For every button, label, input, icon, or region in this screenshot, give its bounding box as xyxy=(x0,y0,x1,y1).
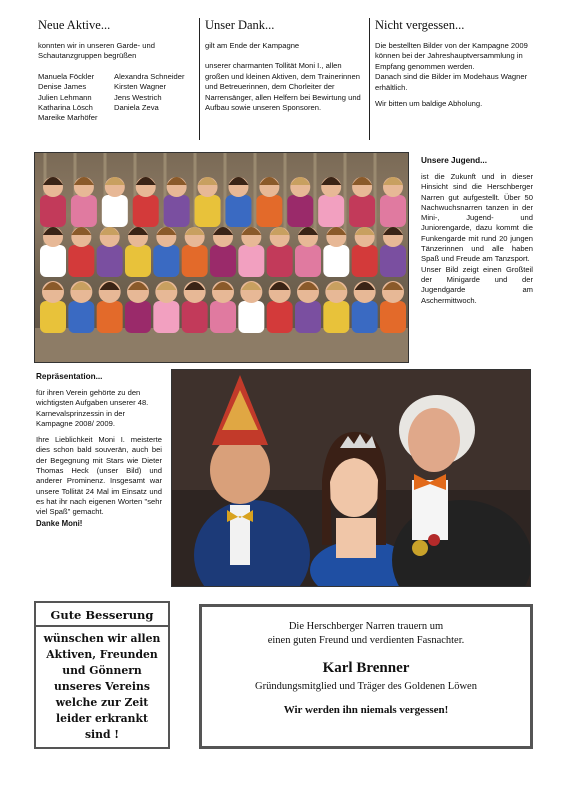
child-figure xyxy=(380,301,406,333)
youth-group-photo xyxy=(34,152,409,363)
youth-section xyxy=(421,156,533,306)
child-figure xyxy=(164,195,190,227)
reminder-title: Nicht vergessen... xyxy=(375,18,465,32)
child-hair xyxy=(383,282,403,290)
reminder-body: Die bestellten Bilder von der Kampagne 2009 können bei der Jahreshauptversammlung in Empfang genommen werden. xyxy=(375,41,528,71)
child-figure xyxy=(68,245,94,277)
child-figure xyxy=(380,245,406,277)
thanks-body: unserer charmanten Tollität Moni I., allen großen und kleinen Aktiven, dem Trainerinnen und Betreuerinnen, dem Chorleiter der Narrensänger, allen Helfern bei Bewirtung und Aufbau sowie unseren Sponsoren. xyxy=(205,61,361,113)
new-members-intro: konnten wir in unseren Garde- und Schautanzgruppen begrüßen xyxy=(38,41,155,61)
representation-thanks: Danke Moni! xyxy=(36,518,83,528)
representation-p1: für ihren Verein gehörte zu den wichtigsten Aufgaben unserer 48. Karnevalsprinzessin in der Kampagne 2008/ 2009. xyxy=(36,388,149,428)
child-hair xyxy=(185,282,205,290)
member-name: Alexandra Schneider xyxy=(114,71,185,81)
child-figure xyxy=(182,245,208,277)
member-name: Julien Lehmann xyxy=(38,92,92,102)
reminder-body2: Danach sind die Bilder im Modehaus Wagner erhältlich. xyxy=(375,72,528,92)
child-figure xyxy=(287,195,313,227)
obituary-role: Gründungsmitglied und Träger des Goldenen Löwen xyxy=(255,681,477,692)
child-hair xyxy=(290,177,310,185)
child-figure xyxy=(295,301,321,333)
child-hair xyxy=(74,177,94,185)
child-figure xyxy=(267,245,293,277)
obituary-line2: einen guten Freund und verdienten Fasnachter. xyxy=(267,635,465,646)
child-figure xyxy=(380,195,406,227)
representation-p2: Ihre Lieblichkeit Moni I. meisterte dies schon bald souverän, auch bei der Begegnung mit Stars wie Dieter Thomas Heck (unser Bild) und anderer Prominenz. Insgesamt war unsere Tollität 24 Mal im Einsatz und es hat ihr nach eigenen Worten "sehr viel Spaß" gemacht. xyxy=(36,435,162,517)
child-hair xyxy=(241,282,261,290)
child-hair xyxy=(241,227,261,235)
thanks-line1: gilt am Ende der Kampagne xyxy=(205,41,300,50)
get-well-title: Gute Besserung xyxy=(36,608,168,627)
child-figure xyxy=(153,301,179,333)
child-hair xyxy=(185,227,205,235)
child-hair xyxy=(270,227,290,235)
reminder-body3: Wir bitten um baldige Abholung. xyxy=(375,99,483,109)
child-hair xyxy=(355,282,375,290)
member-name: Katharina Lösch xyxy=(38,103,93,113)
child-hair xyxy=(71,282,91,290)
child-figure xyxy=(40,195,66,227)
member-name: Jens Westrich xyxy=(114,92,162,102)
column-thanks xyxy=(205,18,365,113)
child-figure xyxy=(295,245,321,277)
princess-photo-art xyxy=(172,370,530,586)
child-figure xyxy=(323,245,349,277)
child-hair xyxy=(156,282,176,290)
child-hair xyxy=(128,227,148,235)
child-figure xyxy=(195,195,221,227)
column-divider xyxy=(199,18,200,140)
member-name: Manuela Föckler xyxy=(38,71,95,81)
child-hair xyxy=(167,177,187,185)
child-figure xyxy=(182,301,208,333)
child-hair xyxy=(198,177,218,185)
child-hair xyxy=(213,282,233,290)
child-figure xyxy=(349,195,375,227)
youth-group-photo-art xyxy=(35,153,408,362)
child-figure xyxy=(125,301,151,333)
child-figure xyxy=(267,301,293,333)
representation-section xyxy=(36,372,162,528)
child-figure xyxy=(97,301,123,333)
member-name: Daniela Zeva xyxy=(114,103,159,113)
member-name: Kirsten Wagner xyxy=(114,82,167,92)
child-figure xyxy=(68,301,94,333)
obituary-box xyxy=(199,604,533,749)
child-hair xyxy=(213,227,233,235)
thanks-title: Unser Dank... xyxy=(205,18,275,32)
get-well-body: wünschen wir allen Aktiven, Freunden und Gönnern unseres Vereins welche zur Zeit leider erkrankt sind ! xyxy=(43,632,161,741)
child-hair xyxy=(383,177,403,185)
obituary-name: Karl Brenner xyxy=(322,660,410,676)
obituary-line1: Die Herschberger Narren trauern um xyxy=(288,621,444,632)
child-hair xyxy=(156,227,176,235)
child-figure xyxy=(323,301,349,333)
child-hair xyxy=(100,282,120,290)
column-reminder xyxy=(375,18,530,109)
child-hair xyxy=(326,282,346,290)
child-figure xyxy=(238,301,264,333)
member-name: Denise James xyxy=(38,82,87,92)
child-hair xyxy=(352,177,372,185)
child-figure xyxy=(133,195,159,227)
child-hair xyxy=(43,282,63,290)
column-new-members xyxy=(38,18,193,124)
child-hair xyxy=(100,227,120,235)
child-figure xyxy=(40,245,66,277)
child-hair xyxy=(270,282,290,290)
child-hair xyxy=(136,177,156,185)
child-figure xyxy=(352,301,378,333)
child-hair xyxy=(355,227,375,235)
child-figure xyxy=(256,195,282,227)
new-members-list xyxy=(38,72,193,124)
column-divider xyxy=(369,18,370,140)
princess-photo xyxy=(171,369,531,587)
youth-title: Unsere Jugend... xyxy=(421,156,487,165)
child-hair xyxy=(259,177,279,185)
youth-text: ist die Zukunft und in dieser Hinsicht sind die Herschberger Narren gut aufgestellt. Über 50 Nachwuchsnarren tanzen in der Mini-, Jugend- und Juniorengarde, dazu kommt die Funkengarde mit rund 20 jungen Tänzerinnen und alle haben Spaß und Freude am Tanzsport. xyxy=(421,172,533,264)
get-well-box xyxy=(34,601,170,749)
child-hair xyxy=(298,282,318,290)
member-name: Mareike Marhöfer xyxy=(38,113,98,123)
child-figure xyxy=(210,245,236,277)
child-hair xyxy=(383,227,403,235)
child-figure xyxy=(97,245,123,277)
child-figure xyxy=(318,195,344,227)
child-figure xyxy=(102,195,128,227)
obituary-closing: Wir werden ihn niemals vergessen! xyxy=(283,704,449,716)
new-members-title: Neue Aktive... xyxy=(38,18,111,32)
child-figure xyxy=(225,195,251,227)
child-hair xyxy=(228,177,248,185)
child-figure xyxy=(40,301,66,333)
child-figure xyxy=(238,245,264,277)
youth-text2: Unser Bild zeigt einen Großteil der Minigarde und der Jugendgarde am Aschermittwoch. xyxy=(421,264,533,305)
child-hair xyxy=(321,177,341,185)
child-figure xyxy=(153,245,179,277)
child-hair xyxy=(105,177,125,185)
child-figure xyxy=(352,245,378,277)
representation-title: Repräsentation... xyxy=(36,372,103,381)
child-hair xyxy=(326,227,346,235)
child-hair xyxy=(128,282,148,290)
child-figure xyxy=(71,195,97,227)
child-figure xyxy=(210,301,236,333)
child-figure xyxy=(125,245,151,277)
